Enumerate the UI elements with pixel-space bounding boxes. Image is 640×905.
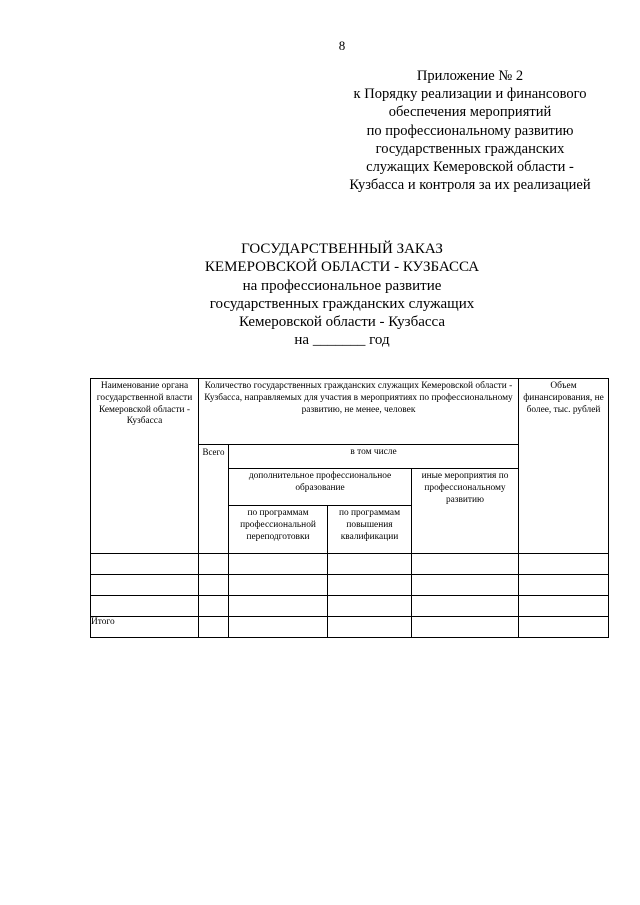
title-line: Кемеровской области - Кузбасса — [238, 314, 446, 331]
appendix-line: обеспечения мероприятий — [388, 104, 552, 121]
table-cell — [412, 554, 519, 575]
table-cell — [199, 596, 229, 617]
table-cell — [412, 596, 519, 617]
table-cell — [412, 617, 519, 638]
table-row — [91, 575, 609, 596]
total-row — [91, 617, 609, 638]
appendix-line: государственных гражданских — [375, 140, 565, 157]
table-cell — [519, 596, 609, 617]
total-row-label: Итого — [91, 617, 199, 638]
table-cell — [229, 617, 328, 638]
table-cell — [199, 575, 229, 596]
title-line: на _______ год — [294, 332, 390, 349]
header-other-events: иные мероприятия по профессиональному развитию — [412, 469, 519, 554]
title-line: КЕМЕРОВСКОЙ ОБЛАСТИ - КУЗБАССА — [204, 259, 480, 276]
table-cell — [328, 596, 412, 617]
header-including: в том числе — [229, 445, 519, 469]
header-employee-count: Количество государственных гражданских служащих Кемеровской области - Кузбасса, направляемых для участия в мероприятиях по профессиональному развитию, не менее, человек — [199, 379, 519, 445]
table-cell — [229, 575, 328, 596]
table-cell — [519, 575, 609, 596]
state-order-table — [90, 378, 609, 638]
table-cell — [519, 617, 609, 638]
table-cell — [199, 554, 229, 575]
title-line: ГОСУДАРСТВЕННЫЙ ЗАКАЗ — [241, 241, 443, 257]
header-retraining: по программам профессиональной переподготовки — [229, 506, 328, 554]
table-row — [91, 554, 609, 575]
table-cell — [91, 554, 199, 575]
appendix-line: Приложение № 2 — [416, 68, 524, 84]
page-number: 8 — [338, 38, 346, 53]
header-additional-education: дополнительное профессиональное образование — [229, 469, 412, 506]
table-cell — [328, 554, 412, 575]
table-cell — [412, 575, 519, 596]
table-cell — [229, 596, 328, 617]
appendix-line: к Порядку реализации и финансового — [353, 86, 587, 103]
table-cell — [328, 575, 412, 596]
appendix-line: служащих Кемеровской области - — [366, 159, 574, 176]
header-qualification: по программам повышения квалификации — [328, 506, 412, 554]
table-cell — [199, 617, 229, 638]
document-title — [0, 240, 640, 350]
table-cell — [519, 554, 609, 575]
title-line: государственных гражданских служащих — [209, 295, 475, 312]
table-row — [91, 596, 609, 617]
table-cell — [91, 596, 199, 617]
table-cell — [91, 575, 199, 596]
header-organ-name: Наименование органа государственной власти Кемеровской области - Кузбасса — [91, 379, 199, 554]
table-cell — [328, 617, 412, 638]
header-total: Всего — [199, 445, 229, 554]
table-cell — [229, 554, 328, 575]
appendix-reference — [320, 67, 620, 194]
appendix-line: Кузбасса и контроля за их реализацией — [349, 177, 591, 194]
header-funding: Объем финансирования, не более, тыс. рублей — [519, 379, 609, 554]
title-line: на профессиональное развитие — [242, 277, 442, 294]
appendix-line: по профессиональному развитию — [366, 122, 574, 139]
